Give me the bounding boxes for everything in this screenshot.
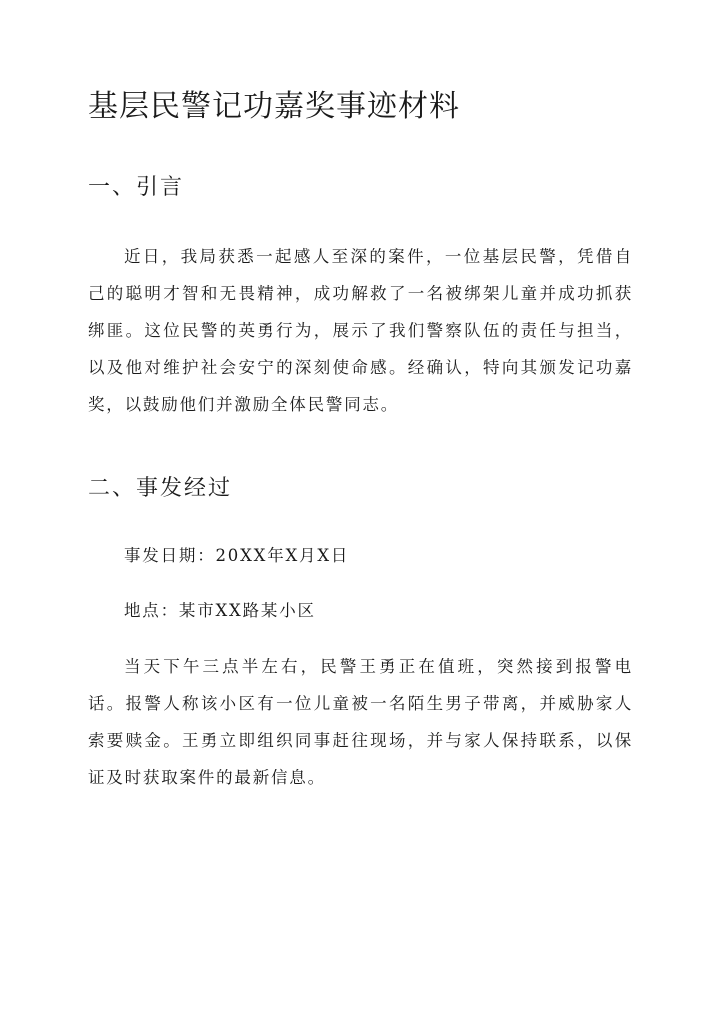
incident-date-paragraph: 事发日期：20XX年X月X日 <box>124 546 350 565</box>
document-title: 基层民警记功嘉奖事迹材料 <box>88 89 460 124</box>
section-heading-incident: 二、事发经过 <box>88 476 233 501</box>
incident-location-paragraph: 地点：某市XX路某小区 <box>124 601 316 620</box>
section-heading-introduction: 一、引言 <box>88 175 185 200</box>
incident-account-paragraph: 当天下午三点半左右，民警王勇正在值班，突然接到报警电话。报警人称该小区有一位儿童被一名陌生男子带离，并威胁家人索要赎金。王勇立即组织同事赶往现场，并与家人保持联系，以保证及时获取案件的最新信息。 <box>88 657 633 787</box>
introduction-paragraph: 近日，我局获悉一起感人至深的案件，一位基层民警，凭借自己的聪明才智和无畏精神，成功解救了一名被绑架儿童并成功抓获绑匪。这位民警的英勇行为，展示了我们警察队伍的责任与担当，以及他对维护社会安宁的深刻使命感。经确认，特向其颁发记功嘉奖，以鼓励他们并激励全体民警同志。 <box>88 247 633 414</box>
